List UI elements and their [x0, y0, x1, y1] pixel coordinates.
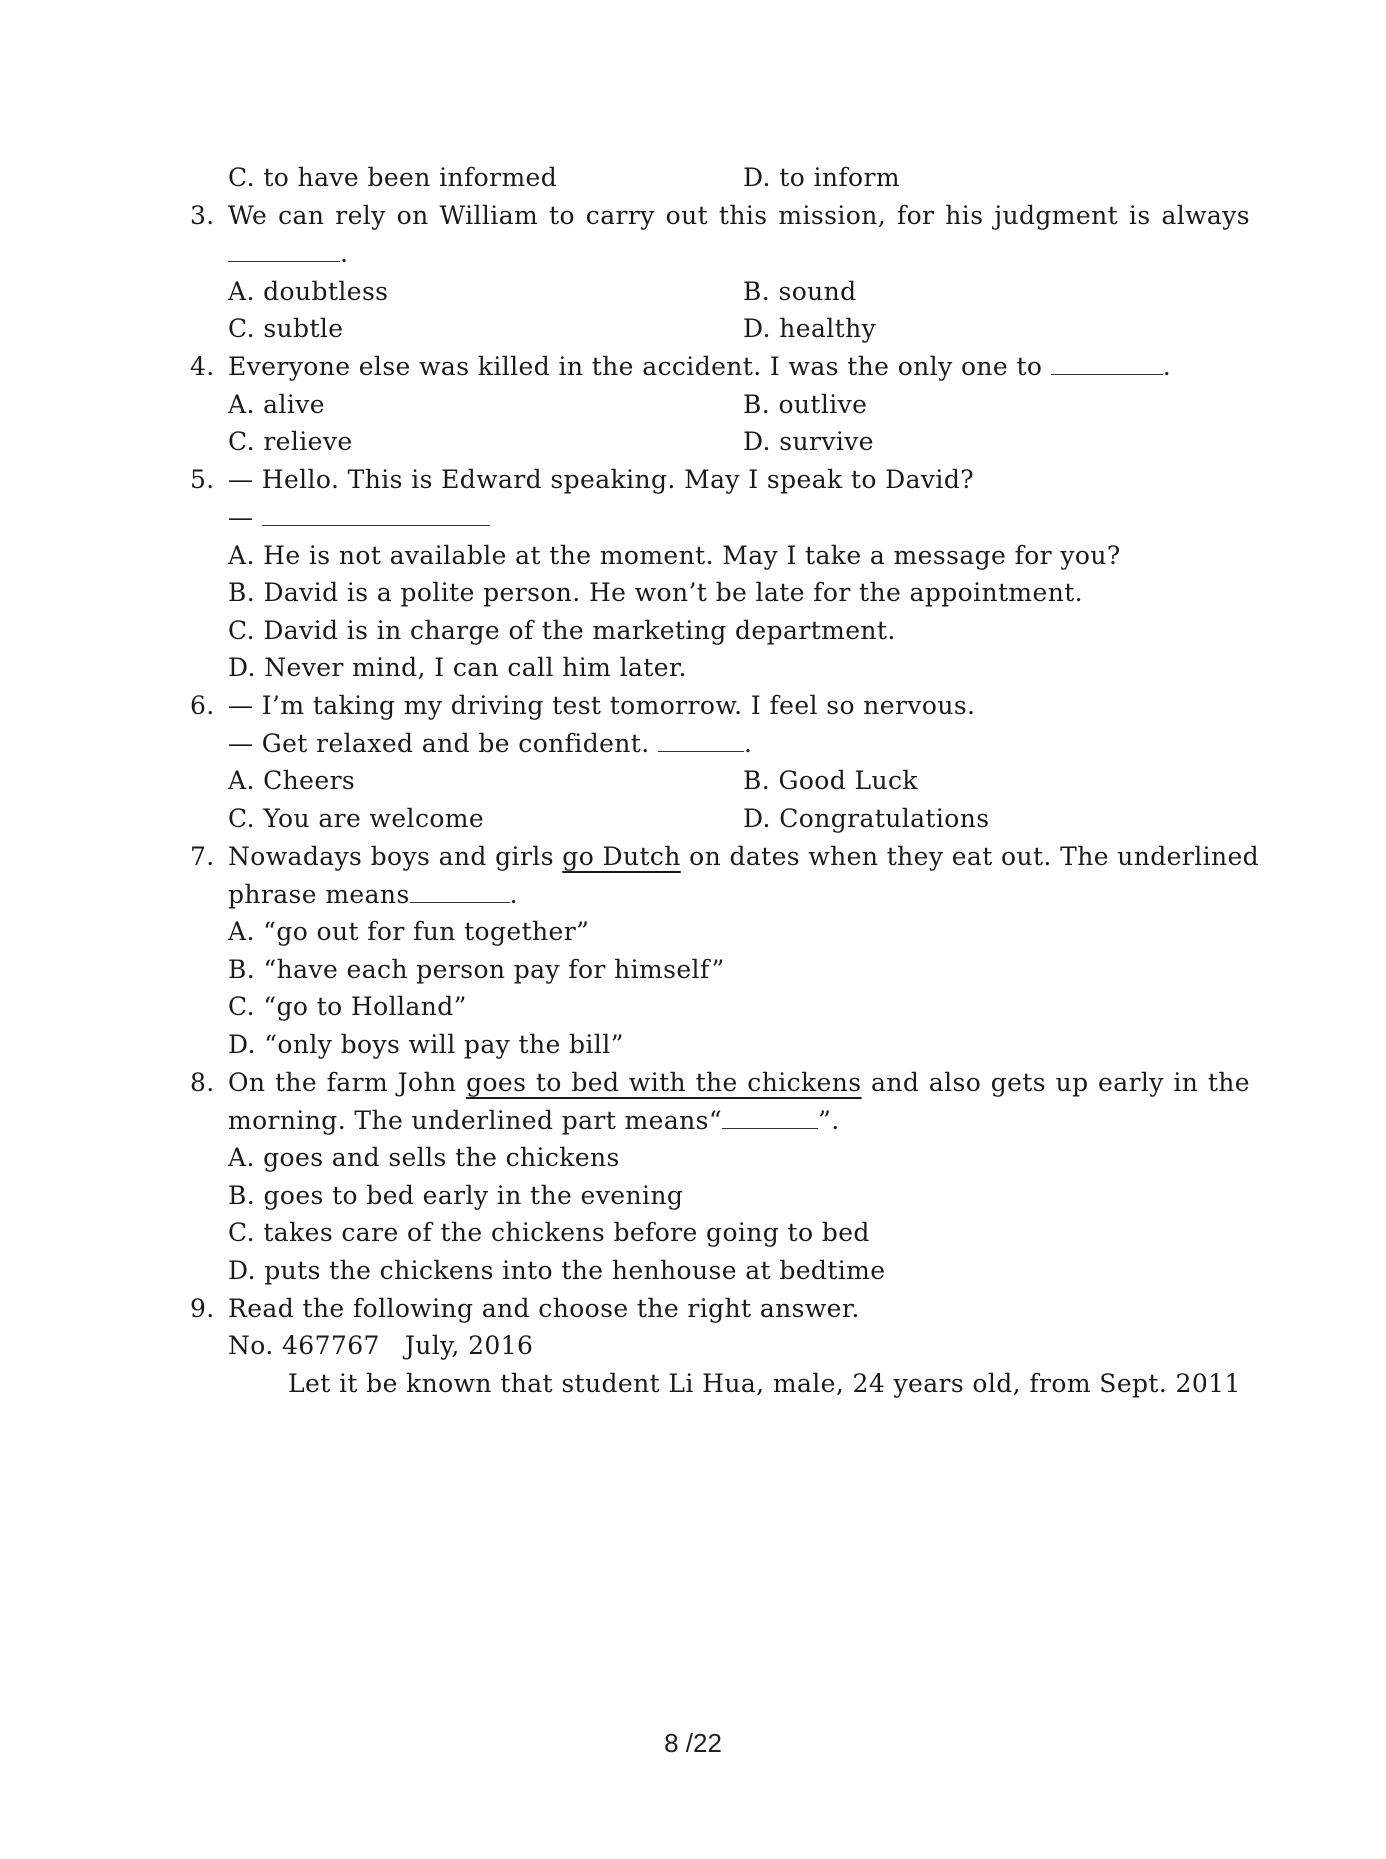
q4-option-c: C. relieve [228, 427, 353, 456]
q7-option-d: D. “only boys will pay the bill” [228, 1030, 624, 1059]
q4-number: 4. [190, 352, 215, 381]
q3-tail: . [340, 239, 349, 268]
answer-blank [722, 1100, 818, 1129]
answer-blank [262, 497, 490, 526]
answer-blank [228, 233, 340, 262]
q6-text: — I’m taking my driving test tomorrow. I feel so nervous. [228, 691, 976, 720]
q7-text-pre: Nowadays boys and girls [228, 842, 554, 871]
q6-number: 6. [190, 691, 215, 720]
q2-option-d: D. to inform [743, 163, 900, 192]
q7-number: 7. [190, 842, 215, 871]
q6-tail: . [743, 729, 753, 758]
q5-number: 5. [190, 465, 215, 494]
q5-option-d: D. Never mind, I can call him later. [228, 653, 687, 682]
q9-document-text: Let it be known that student Li Hua, male, 24 years old, from Sept. 2011 [288, 1369, 1241, 1398]
q4-option-d: D. survive [743, 427, 874, 456]
answer-blank [658, 723, 744, 752]
q5-option-b: B. David is a polite person. He won’t be late for the appointment. [228, 578, 1084, 607]
q7-option-b: B. “have each person pay for himself” [228, 955, 725, 984]
q6-option-b: B. Good Luck [743, 766, 918, 795]
q4-option-a: A. alive [228, 390, 325, 419]
q4-text: Everyone else was killed in the accident. I was the only one to [228, 352, 1043, 381]
q4-tail: . [1162, 352, 1172, 381]
q5-reply-dash: — [228, 503, 254, 532]
q3-text: We can rely on William to carry out this mission, for his judgment is always [228, 201, 1250, 230]
q8-number: 8. [190, 1068, 215, 1097]
q3-option-c: C. subtle [228, 314, 344, 343]
q3-option-d: D. healthy [743, 314, 877, 343]
q2-option-c: C. to have been informed [228, 163, 558, 192]
q6-option-c: C. You are welcome [228, 804, 485, 833]
q8-line2: morning. The underlined part means“ [228, 1106, 723, 1135]
q7-line2: phrase means [228, 880, 410, 909]
q6-option-a: A. Cheers [228, 766, 356, 795]
q3-number: 3. [190, 201, 215, 230]
q4-question [228, 345, 1171, 389]
q6-option-d: D. Congratulations [743, 804, 990, 833]
q8-option-a: A. goes and sells the chickens [228, 1143, 620, 1172]
q7-option-a: A. “go out for fun together” [228, 917, 590, 946]
answer-blank [410, 874, 510, 903]
q7-tail: . [509, 880, 519, 909]
q9-number: 9. [190, 1294, 215, 1323]
q9-text: Read the following and choose the right answer. [228, 1294, 860, 1323]
q8-tail: ”. [818, 1106, 840, 1135]
answer-blank [1051, 346, 1163, 375]
page-number: 8 /22 [664, 1728, 722, 1758]
q8-underlined-phrase: goes to bed with the chickens [466, 1068, 862, 1097]
q8-option-b: B. goes to bed early in the evening [228, 1181, 684, 1210]
q9-document-number: No. 467767 July, 2016 [228, 1331, 534, 1360]
q8-text-pre: On the farm John [228, 1068, 457, 1097]
q3-option-b: B. sound [743, 277, 857, 306]
q7-underlined-phrase: go Dutch [562, 842, 681, 871]
q5-option-a: A. He is not available at the moment. May I take a message for you? [228, 541, 1121, 570]
q4-option-b: B. outlive [743, 390, 868, 419]
q5-option-c: C. David is in charge of the marketing department. [228, 616, 896, 645]
q5-text: — Hello. This is Edward speaking. May I speak to David? [228, 465, 975, 494]
q7-text-post: on dates when they eat out. The underlined [689, 842, 1260, 871]
q8-option-c: C. takes care of the chickens before going to bed [228, 1218, 870, 1247]
q3-option-a: A. doubtless [228, 277, 389, 306]
q6-reply: — Get relaxed and be confident. [228, 729, 650, 758]
q8-option-d: D. puts the chickens into the henhouse at bedtime [228, 1256, 886, 1285]
q7-option-c: C. “go to Holland” [228, 992, 467, 1021]
q8-text-post: and also gets up early in the [871, 1068, 1250, 1097]
